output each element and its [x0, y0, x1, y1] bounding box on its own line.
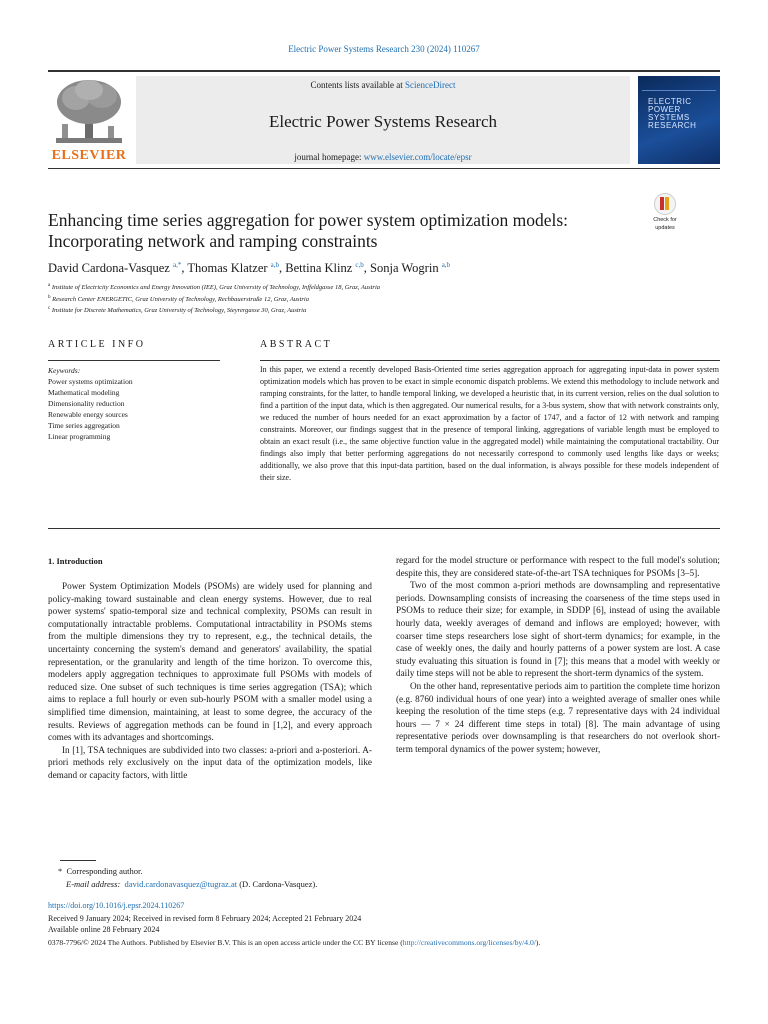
doi-link[interactable] — [48, 900, 184, 911]
email-note — [66, 879, 317, 889]
author-name[interactable]: Thomas Klatzer — [187, 261, 268, 276]
author-list: David Cardona-Vasquez $^{a,*}$, Thomas Klatzer $^{a,b}$, Bettina Klinz $^{c,b}$, Sonja Wogrin $^{a,b}$ — [48, 261, 451, 276]
homepage-link[interactable]: www.elsevier.com/locate/epsr — [363, 152, 472, 162]
right-column — [396, 554, 720, 756]
publisher-name: ELSEVIER — [51, 148, 127, 163]
author-affiliation-marker[interactable]: a,b — [441, 261, 451, 269]
masthead-center-panel — [136, 76, 630, 164]
affiliation-marker: a — [48, 283, 51, 288]
affiliation-item — [48, 306, 306, 314]
paragraph: regard for the model structure or performance with respect to the full model's solution; despite this, they are considered state-of-the-art TSA techniques for PSOMs [3–5]. — [396, 555, 720, 578]
available-online-date: Available online 28 February 2024 — [48, 925, 160, 934]
keyword-item: Power systems optimization — [48, 377, 133, 386]
publisher-logo[interactable] — [48, 76, 130, 168]
license-suffix: ). — [535, 938, 541, 947]
paragraph: Two of the most common a-priori methods are downsampling and representative periods. Downsampling consists of increasing the coarseness of the time steps used in PSOMs to reduce their size; for example, in SDDP [6], instead of using the available hourly data, weekly averages of demand and inflows are employed; however, with coarser time steps researchers lose sight of short-term dynamics; for example, in the case of weekly ones, the daily and hourly patterns of a power system are lost. A case study evaluating this situation is found in [7]; this means that a model with weekly or daily time steps will not be able to represent the short-term dynamics of the system. — [396, 580, 720, 679]
crossmark-icon — [654, 193, 676, 215]
abstract-text: In this paper, we extend a recently developed Basis-Oriented time series aggregation approach for aggregating input-data in power system optimization models which has proven to be exact in simple economic dispatch problems. We extend this methodology to include network and ramping constraints, for the latter, to handle temporal linking, we developed a heuristic that, in its current version, relies on the dual solution to find a partition of the input data, which is then aggregated. Our numerical results, for a 3-bus system, show that with network constraints only, we reduced the number of hours needed for an exact approximation by a factor of 1747, and a factor of 12 with network and ramping constraints. Moreover, our findings suggest that in the presence of temporal linking, aggregations of variable length must be employed to obtain an exact result (i.e., the same objective function value in the aggregated model) while maintaining the computational tractability. Our findings also imply that better performing aggregations do not necessarily correspond to commonly used lengths like days or weeks; additionally, we also prove that this input-data partition, based on the dual information, is always possible for these models independent of their size. — [260, 365, 719, 482]
abstract-rule — [260, 360, 720, 361]
license-link[interactable]: http://creativecommons.org/licenses/by/4.0/ — [402, 938, 536, 947]
contents-prefix: Contents lists available at — [310, 80, 405, 90]
affiliation-item — [48, 283, 380, 291]
cover-line: SYSTEMS — [648, 113, 690, 122]
corresponding-label: Corresponding author. — [66, 866, 143, 876]
abstract-heading: ABSTRACT — [260, 339, 333, 350]
cover-decoration — [642, 80, 716, 91]
keywords-block — [48, 365, 248, 442]
masthead-top-rule — [48, 70, 720, 72]
paragraph: On the other hand, representative periods aim to partition the complete time horizon (e.g. 8760 individual hours of one year) into a weighted average of smaller ones while keeping the resolution of the time steps (e.g. 7 representative days with 24 individual hours — 7 × 24 different time steps in total) [8]. The main advantage of using representative periods over downsampling is that researchers do not overlook short-term temporal dynamics of the power system; however, — [396, 680, 720, 754]
author-name[interactable]: Sonja Wogrin — [370, 261, 439, 276]
journal-reference[interactable]: Electric Power Systems Research 230 (2024) 110267 — [288, 44, 480, 54]
paragraph: Power System Optimization Models (PSOMs) are widely used for planning and policy-making toward sustainable and clean energy systems. However, due to real power systems' spatio-temporal size and technical complexity, PSOMs can result in computationally intractable problems. Computational intractability in PSOMs stems from the multiple dimensions they try to represent, e.g., the technical details, the uncertainty concerning the system's demand and generators' availability, the spatial representation, or the granularity and length of the time horizon. To overcome this, modelers apply aggregation techniques to approximate full PSOMs with models of reduced size. One subset of such techniques is time series aggregation (TSA); which aims to replace a full hourly or even sub-hourly PSOM with a smaller model using a simplified time dimension, maintaining, at least to some degree, the accuracy of the results. Reviews of aggregation methods can be found in [1,2], and every approach comes with its advantages and shortcomings. — [48, 581, 372, 743]
footnote-rule — [60, 860, 96, 861]
badge-label-line1: Check for — [653, 217, 677, 223]
keyword-item: Linear programming — [48, 432, 111, 441]
affiliation-text: Institute for Discrete Mathematics, Graz University of Technology, Steyrergasse 30, Graz, Austria — [51, 307, 307, 315]
left-column — [48, 580, 372, 782]
author-affiliation-marker[interactable]: a,* — [172, 261, 182, 269]
paragraph: In [1], TSA techniques are subdivided into two classes: a-priori and a-posteriori. A-priori methods rely exclusively on the input data of the optimization models, like demand or capacity factors, with little — [48, 744, 372, 780]
author-name[interactable]: David Cardona-Vasquez — [48, 261, 170, 276]
keyword-item: Dimensionality reduction — [48, 399, 125, 408]
journal-title: Electric Power Systems Research — [268, 112, 497, 131]
cover-line: RESEARCH — [648, 121, 697, 130]
tree-logo-icon — [48, 76, 130, 146]
keyword-item: Time series aggregation — [48, 421, 120, 430]
keyword-item: Renewable energy sources — [48, 410, 128, 419]
license-line — [48, 937, 540, 948]
cover-line: POWER — [648, 105, 681, 114]
section-heading-introduction: 1. Introduction — [48, 556, 103, 566]
keywords-label: Keywords: — [48, 366, 81, 375]
masthead-bottom-rule — [48, 168, 720, 169]
author-name[interactable]: Bettina Klinz — [285, 261, 353, 276]
affiliation-item — [48, 295, 309, 303]
cover-line: ELECTRIC — [648, 97, 692, 106]
contents-availability — [136, 80, 630, 90]
sciencedirect-link[interactable]: ScienceDirect — [405, 80, 456, 90]
footnote-marker: * — [58, 866, 63, 876]
email-label: E-mail address: — [66, 879, 121, 889]
license-prefix: 0378-7796/© 2024 The Authors. Published by Elsevier B.V. This is an open access article under the CC BY license ( — [48, 938, 403, 947]
journal-masthead — [48, 70, 720, 170]
keyword-item: Mathematical modeling — [48, 388, 120, 397]
email-suffix: (D. Cardona-Vasquez). — [239, 879, 318, 889]
affiliation-marker: b — [48, 295, 51, 300]
journal-cover-image[interactable] — [638, 76, 720, 164]
corresponding-author-note — [58, 866, 143, 876]
check-for-updates-badge[interactable] — [647, 193, 683, 233]
affiliation-text: Institute of Electricity Economics and Energy Innovation (IEE), Graz University of Technology, Inffeldgasse 18, Graz, Austria — [51, 284, 381, 292]
journal-homepage — [136, 152, 630, 162]
article-info-rule — [48, 360, 220, 361]
affiliation-marker: c — [48, 306, 51, 311]
author-affiliation-marker[interactable]: a,b — [270, 261, 280, 269]
email-link[interactable]: david.cardonavasquez@tugraz.at — [124, 879, 238, 889]
received-dates: Received 9 January 2024; Received in revised form 8 February 2024; Accepted 21 February 2024 — [48, 914, 362, 923]
cover-title — [648, 98, 696, 130]
badge-label-line2: updates — [655, 225, 675, 231]
author-affiliation-marker[interactable]: c,b — [355, 261, 364, 269]
affiliation-text: Research Center ENERGETIC, Graz University of Technology, Rechbauerstraße 12, Graz, Austria — [52, 296, 309, 304]
abstract-bottom-rule — [48, 528, 720, 529]
doi-text[interactable]: https://doi.org/10.1016/j.epsr.2024.110267 — [48, 901, 185, 910]
article-title: Enhancing time series aggregation for power system optimization models: Incorporating network and ramping constraints — [48, 210, 569, 251]
article-info-heading: ARTICLE INFO — [48, 339, 146, 350]
homepage-prefix: journal homepage: — [294, 152, 364, 162]
